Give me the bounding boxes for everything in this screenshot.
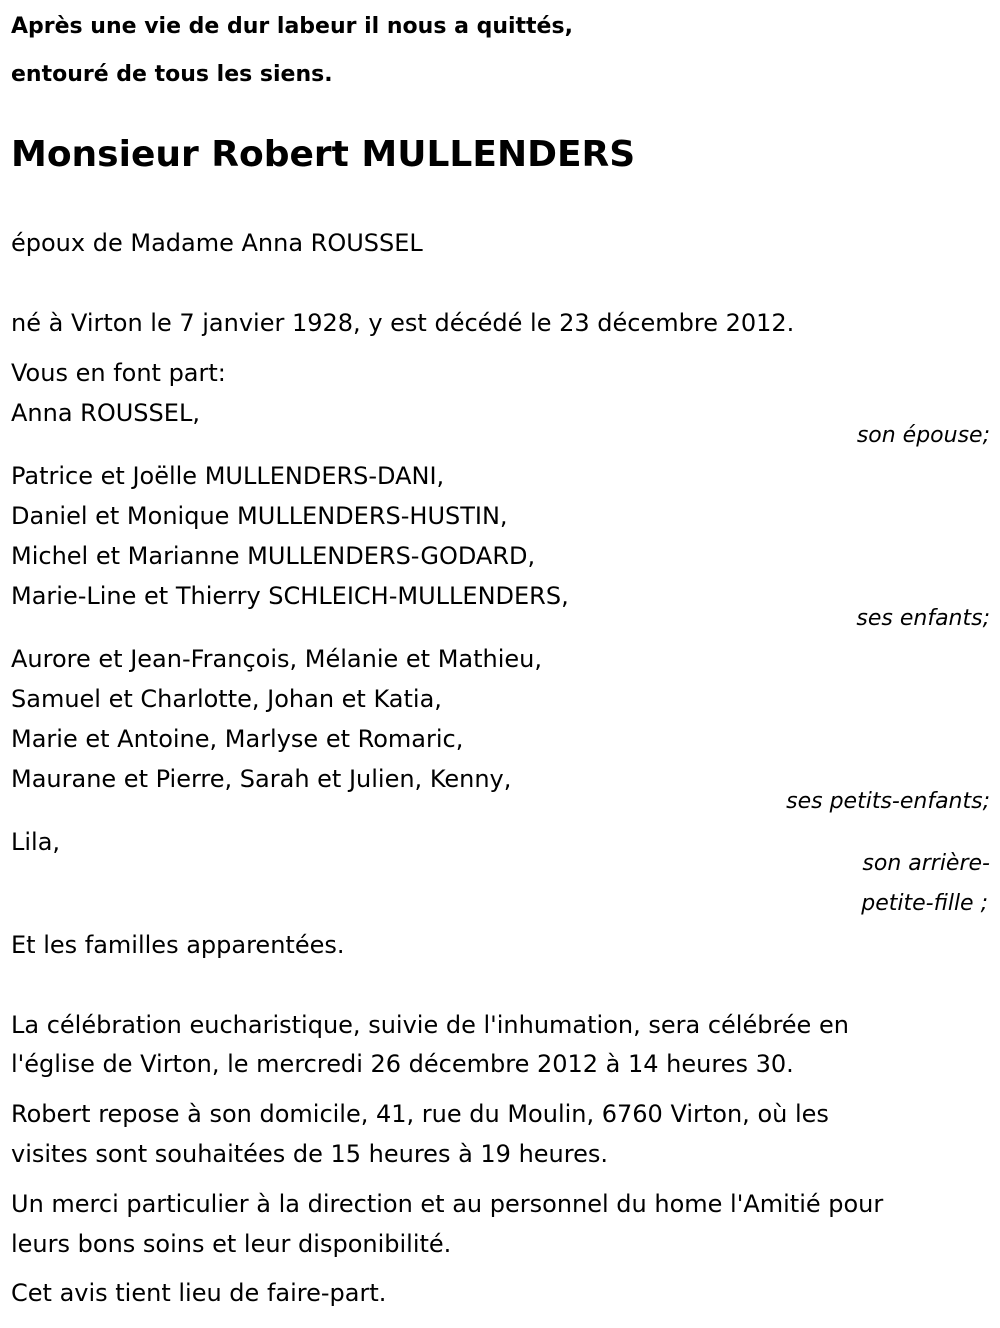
intro-line-1: Après une vie de dur labeur il nous a quittés, <box>11 14 573 39</box>
family-grandchildren-name: Samuel et Charlotte, Johan et Katia, <box>11 685 442 713</box>
announcement-intro: Vous en font part: <box>11 359 226 387</box>
spouse-line: époux de Madame Anna ROUSSEL <box>11 229 423 257</box>
visitation-line-1: Robert repose à son domicile, 41, rue du Moulin, 6760 Virton, où les <box>11 1100 829 1128</box>
birth-death-line: né à Virton le 7 janvier 1928, y est décédé le 23 décembre 2012. <box>11 309 795 337</box>
family-grandchildren-role: ses petits-enfants; <box>786 789 990 814</box>
family-grandchildren-name: Marie et Antoine, Marlyse et Romaric, <box>11 725 464 753</box>
thanks-line-1: Un merci particulier à la direction et au personnel du home l'Amitié pour <box>11 1190 884 1218</box>
ceremony-line-2: l'église de Virton, le mercredi 26 décembre 2012 à 14 heures 30. <box>11 1050 794 1078</box>
family-grandchildren-name: Maurane et Pierre, Sarah et Julien, Kenny, <box>11 765 512 793</box>
deceased-name: Monsieur Robert MULLENDERS <box>11 134 636 175</box>
ceremony-line-1: La célébration eucharistique, suivie de l'inhumation, sera célébrée en <box>11 1011 849 1039</box>
visitation-line-2: visites sont souhaitées de 15 heures à 19 heures. <box>11 1140 608 1168</box>
closing-line: Cet avis tient lieu de faire-part. <box>11 1279 387 1307</box>
family-great-grandchild-role-line-1: son arrière- <box>862 851 990 876</box>
family-child-name: Marie-Line et Thierry SCHLEICH-MULLENDERS, <box>11 582 569 610</box>
family-child-name: Daniel et Monique MULLENDERS-HUSTIN, <box>11 502 508 530</box>
thanks-line-2: leurs bons soins et leur disponibilité. <box>11 1230 452 1258</box>
family-great-grandchild-role-line-2: petite-fille ; <box>861 891 988 916</box>
family-spouse-name: Anna ROUSSEL, <box>11 399 200 427</box>
family-children-role: ses enfants; <box>856 606 990 631</box>
family-grandchildren-name: Aurore et Jean-François, Mélanie et Mathieu, <box>11 645 542 673</box>
family-great-grandchild-name: Lila, <box>11 828 61 856</box>
intro-line-2: entouré de tous les siens. <box>11 62 333 87</box>
family-child-name: Michel et Marianne MULLENDERS-GODARD, <box>11 542 536 570</box>
family-spouse-role: son épouse; <box>856 423 990 448</box>
family-child-name: Patrice et Joëlle MULLENDERS-DANI, <box>11 462 445 490</box>
related-families: Et les familles apparentées. <box>11 931 345 959</box>
